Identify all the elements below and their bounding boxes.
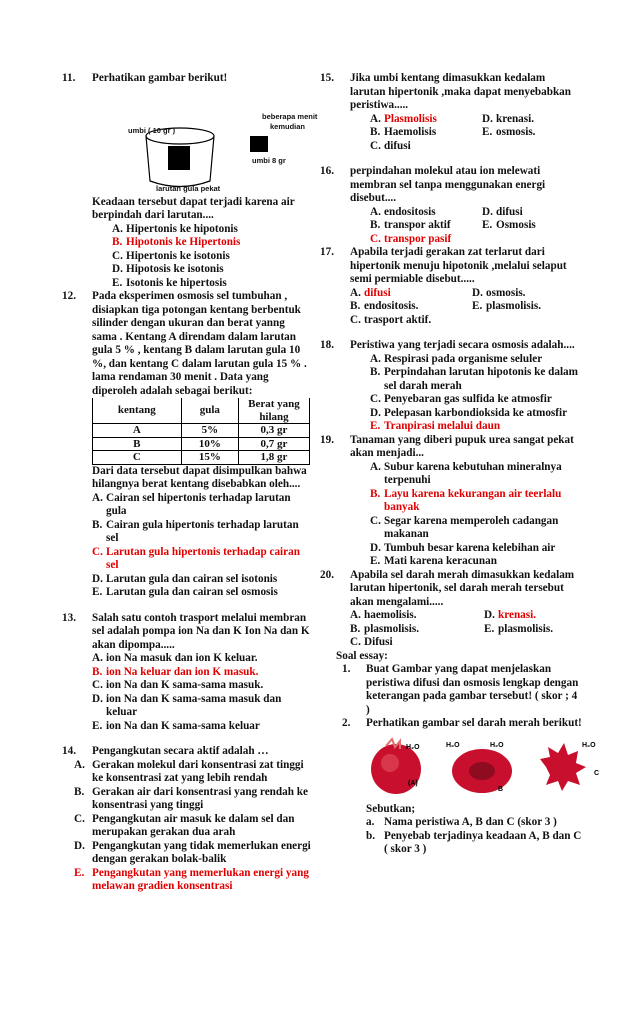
- after-label-2: kemudian: [270, 121, 306, 131]
- option-e[interactable]: E. Tranpirasi melalui daun: [370, 420, 501, 432]
- table-row: B 10% 0,7 gr: [93, 437, 310, 451]
- option-e[interactable]: E. plasmolisis.: [472, 300, 542, 312]
- question-13: [62, 612, 312, 734]
- option-e[interactable]: E. ion Na dan K sama-sama keluar: [92, 719, 260, 732]
- option-c[interactable]: C. transpor pasif: [370, 232, 452, 245]
- option-a[interactable]: A. Hipertonis ke hipotonis: [112, 222, 238, 235]
- option-b[interactable]: B. Layu karena kekurangan air teerlalu banyak: [370, 487, 562, 513]
- blood-cell-a: H₂O (A): [362, 737, 438, 797]
- option-c[interactable]: C. Segar karena memperoleh cadangan makanan: [370, 514, 559, 540]
- question-12: [62, 290, 312, 398]
- question-14: [62, 745, 312, 759]
- option-a[interactable]: A. Cairan sel hipertonis terhadap larutan gula: [92, 491, 291, 517]
- table-header: Berat yang hilang: [239, 398, 310, 424]
- essay-sub-a: a. Nama peristiwa A, B dan C (skor 3 ): [366, 816, 557, 828]
- option-a[interactable]: A. Gerakan molekul dari konsentrasi zat tinggi ke konsentrasi zat yang lebih rendah: [74, 758, 304, 784]
- option-b[interactable]: B. transpor aktif: [370, 219, 451, 231]
- question-number: 19.: [320, 433, 334, 446]
- option-c[interactable]: C. Penyebaran gas sulfida ke atmosfir: [370, 393, 552, 405]
- question-16: [320, 165, 582, 246]
- option-c[interactable]: C. trasport aktif.: [350, 313, 432, 326]
- option-a[interactable]: A. endositosis: [370, 205, 436, 218]
- essay-item-1: 1. Buat Gambar yang dapat menjelaskan peristiwa difusi dan osmosis lengkap dengan keterangan pada gambar tersebut! ( skor ; 4 ): [342, 663, 579, 716]
- option-d[interactable]: D. Hipotosis ke isotonis: [112, 263, 224, 275]
- question-number: 18.: [320, 339, 334, 351]
- option-c[interactable]: C. ion Na dan K sama-sama masuk.: [92, 679, 264, 691]
- option-a[interactable]: A. difusi: [350, 286, 391, 299]
- question-number: 15.: [320, 72, 334, 84]
- option-e[interactable]: E. Larutan gula dan cairan sel osmosis: [92, 586, 278, 598]
- question-stem: Apabila sel darah merah dimasukkan kedalam larutan hipertonik, sel darah merah tersebut akan mengalami.....: [350, 568, 575, 608]
- option-a[interactable]: A. Respirasi pada organisme seluler: [370, 352, 543, 365]
- option-e[interactable]: E. Isotonis ke hipertosis: [112, 276, 227, 289]
- question-number: 13.: [62, 611, 76, 624]
- question-stem: Pada eksperimen osmosis sel tumbuhan , disiapkan tiga potongan kentang berbentuk silinder dengan ukuran dan berat yanng sama . Kentang A direndam dalam larutan gula 5 % , kentang B dalam larutan gula 10 %, dan kentang C dalam larutan gula 15 % . lama rendaman 30 menit . Data yang diperoleh adalah sebagai berikut:: [92, 290, 307, 397]
- option-a[interactable]: A. ion Na masuk dan ion K keluar.: [92, 652, 258, 664]
- blood-cell-figure: [362, 737, 600, 797]
- question-18: [320, 339, 582, 434]
- option-c[interactable]: C. difusi: [370, 139, 411, 152]
- sebutkan-label: Sebutkan;: [366, 802, 416, 815]
- table-row: C 15% 1,8 gr: [93, 451, 310, 465]
- essay-sub-b: b. Penyebab terjadinya keadaan A, B dan C ( skor 3 ): [366, 829, 582, 855]
- option-b[interactable]: B. ion Na keluar dan ion K masuk.: [92, 665, 259, 678]
- option-d[interactable]: D. Pelepasan karbondioksida ke atmosfir: [370, 406, 568, 419]
- question-number: 14.: [62, 745, 76, 757]
- question-text: Keadaan tersebut dapat terjadi karena air berpindah dari larutan....: [92, 195, 295, 221]
- option-e[interactable]: E. Mati karena keracunan: [370, 555, 497, 567]
- option-b[interactable]: B. Gerakan air dari konsentrasi yang rendah ke konsentrasi yang tinggi: [74, 785, 308, 811]
- option-c[interactable]: C. Pengangkutan air masuk ke dalam sel dan merupakan gerakan dua arah: [74, 812, 295, 838]
- option-d[interactable]: D. Tumbuh besar karena kelebihan air: [370, 541, 556, 554]
- option-b[interactable]: B. Haemolisis: [370, 126, 437, 138]
- option-d[interactable]: D. Pengangkutan yang tidak memerlukan energi dengan gerakan bolak-balik: [74, 839, 311, 865]
- umbi-after-label: umbi 8 gr: [252, 155, 286, 165]
- question-number: 12.: [62, 290, 76, 302]
- option-d[interactable]: D. krenasi.: [482, 112, 535, 125]
- beaker-diagram: [102, 86, 322, 196]
- option-c[interactable]: C. Larutan gula hipertonis terhadap cairan sel: [92, 545, 300, 571]
- essay-sub-section: [320, 803, 582, 857]
- table-header: kentang: [93, 398, 182, 424]
- table-row: A 5% 0,3 gr: [93, 424, 310, 438]
- question-19: [320, 434, 582, 569]
- question-stem: Peristiwa yang terjadi secara osmosis adalah....: [350, 339, 575, 351]
- swollen-cell-icon: [362, 737, 438, 797]
- blood-cell-b: H₂O H₂O B: [444, 737, 520, 797]
- question-stem: Tanaman yang diberi pupuk urea sangat pekat akan menjadi...: [350, 433, 574, 459]
- question-stem: Salah satu contoh trasport melalui membran sel adalah pompa ion Na dan K Ion Na dan K akan dipompa.....: [92, 611, 310, 651]
- option-d[interactable]: D. Larutan gula dan cairan sel isotonis: [92, 572, 278, 585]
- option-d[interactable]: D. ion Na dan K sama-sama masuk dan keluar: [92, 692, 282, 718]
- question-stem: Jika umbi kentang dimasukkan kedalam larutan hipertonik ,maka dapat menyebabkan peristiwa.....: [350, 72, 571, 111]
- option-d[interactable]: D. difusi: [482, 205, 523, 218]
- option-b[interactable]: B. Perpindahan larutan hipotonis ke dalam sel darah merah: [370, 366, 578, 392]
- question-11: [62, 72, 318, 290]
- question-20: [320, 569, 582, 650]
- option-d[interactable]: D. krenasi.: [484, 609, 537, 621]
- essay-title: Soal essay:: [336, 649, 388, 662]
- blood-cell-c: H₂O C: [526, 737, 602, 797]
- question-17: [320, 246, 582, 327]
- question-number: 11.: [62, 72, 76, 84]
- question-stem: Perhatikan gambar berikut!: [92, 72, 228, 84]
- option-a[interactable]: A. Plasmolisis: [370, 112, 437, 125]
- question-text: Dari data tersebut dapat disimpulkan bahwa hilangnya berat kentang disebabkan oleh....: [92, 464, 307, 490]
- question-stem: Pengangkutan secara aktif adalah …: [92, 745, 269, 757]
- question-number: 16.: [320, 165, 334, 177]
- option-e[interactable]: E. osmosis.: [482, 126, 536, 138]
- option-e[interactable]: E. plasmolisis.: [484, 622, 554, 635]
- option-a[interactable]: A. Subur karena kebutuhan mineralnya terpenuhi: [370, 460, 562, 486]
- table-header: gula: [181, 398, 238, 424]
- after-label-1: beberapa menit: [262, 111, 318, 121]
- question-12-options: [62, 465, 312, 600]
- solution-label: larutan gula pekat: [156, 183, 221, 193]
- option-b[interactable]: B. Cairan gula hipertonis terhadap larutan sel: [92, 518, 299, 544]
- option-b[interactable]: B. plasmolisis.: [350, 622, 420, 635]
- option-e[interactable]: E. Osmosis: [482, 219, 536, 231]
- option-b[interactable]: B. endositosis.: [350, 300, 419, 312]
- question-number: 17.: [320, 246, 334, 258]
- essay-section: [320, 650, 582, 731]
- umbi-label: umbi ( 10 gr ): [128, 125, 176, 135]
- option-b[interactable]: B. Hipotonis ke Hipertonis: [112, 236, 241, 248]
- question-stem: Apabila terjadi gerakan zat terlarut dari hipertonik menuju hipotonik ,melalui selaput semi permiable disebut.....: [350, 246, 567, 285]
- option-c[interactable]: C. Difusi: [350, 636, 393, 648]
- question-stem: perpindahan molekul atau ion melewati membran sel tanpa menggunakan energi disebut....: [350, 165, 546, 204]
- left-column: [62, 72, 318, 894]
- option-d[interactable]: D. osmosis.: [472, 286, 526, 299]
- question-14-options: [62, 759, 312, 894]
- option-a[interactable]: A. haemolisis.: [350, 609, 417, 621]
- potato-data-table: [92, 398, 310, 465]
- option-e[interactable]: E. Pengangkutan yang memerlukan energi yang melawan gradien konsentrasi: [74, 866, 309, 892]
- question-number: 20.: [320, 568, 334, 581]
- right-column: [320, 72, 600, 857]
- potato-osmosis-figure: [102, 86, 322, 196]
- option-c[interactable]: C. Hipertonis ke isotonis: [112, 249, 230, 262]
- essay-item-2: 2. Perhatikan gambar sel darah merah berikut!: [342, 717, 582, 729]
- question-15: [320, 72, 582, 153]
